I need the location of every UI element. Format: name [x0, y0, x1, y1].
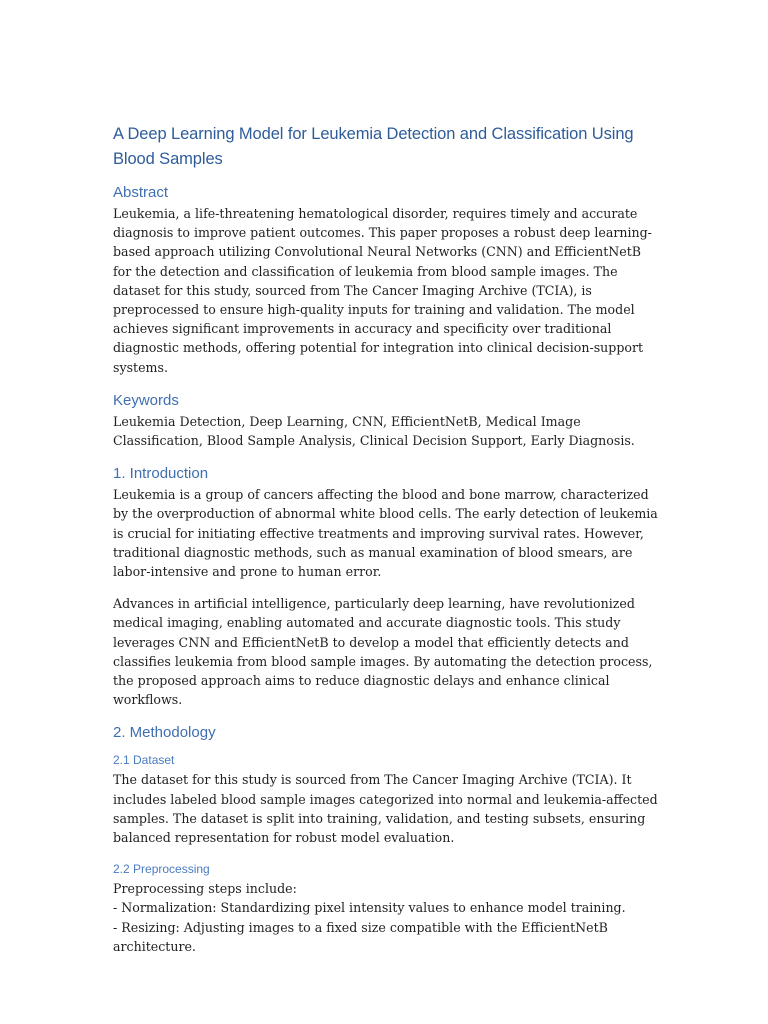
introduction-section — [113, 464, 658, 709]
keywords-heading: Keywords — [113, 391, 179, 409]
preprocessing-intro: Preprocessing steps include: — [113, 881, 297, 897]
dataset-subsection — [113, 752, 658, 847]
dataset-text: The dataset for this study is sourced from The Cancer Imaging Archive (TCIA). It includes labeled blood sample images categorized into normal and leukemia-affected samples. The dataset is split into training, validation, and testing subsets, ensuring balanced representation for robust model evaluation. — [113, 772, 658, 846]
dataset-heading: 2.1 Dataset — [113, 753, 175, 768]
preprocessing-heading: 2.2 Preprocessing — [113, 862, 210, 877]
introduction-paragraph: Advances in artificial intelligence, particularly deep learning, have revolutionized medical imaging, enabling automated and accurate diagnostic tools. This study leverages CNN and EfficientNetB to develop a model that efficiently detects and classifies leukemia from blood sample images. By automating the detection process, the proposed approach aims to reduce diagnostic delays and enhance clinical workflows. — [113, 596, 653, 708]
preprocessing-item: - Normalization: Standardizing pixel intensity values to enhance model training. — [113, 900, 626, 916]
abstract-heading: Abstract — [113, 184, 169, 201]
keywords-text: Leukemia Detection, Deep Learning, CNN, EfficientNetB, Medical Image Classification, Blood Sample Analysis, Clinical Decision Support, Early Diagnosis. — [113, 413, 635, 449]
preprocessing-subsection — [113, 861, 658, 956]
document-page — [113, 122, 658, 956]
introduction-heading: 1. Introduction — [113, 465, 209, 483]
methodology-heading: 2. Methodology — [113, 724, 216, 742]
keywords-section — [113, 391, 658, 450]
paper-title: A Deep Learning Model for Leukemia Detection and Classification Using Blood Samples — [113, 125, 634, 168]
preprocessing-item: - Resizing: Adjusting images to a fixed size compatible with the EfficientNetB architecture. — [113, 919, 608, 954]
abstract-section — [113, 183, 658, 377]
introduction-paragraph: Leukemia is a group of cancers affecting the blood and bone marrow, characterized by the overproduction of abnormal white blood cells. The early detection of leukemia is crucial for initiating effective treatments and improving survival rates. However, traditional diagnostic methods, such as manual examination of blood smears, are labor-intensive and prone to human error. — [113, 487, 658, 580]
methodology-section — [113, 723, 658, 956]
abstract-text: Leukemia, a life-threatening hematological disorder, requires timely and accurate diagnosis to improve patient outcomes. This paper proposes a robust deep learning-based approach utilizing Convolutional Neural Networks (CNN) and EfficientNetB for the detection and classification of leukemia from blood sample images. The dataset for this study, sourced from The Cancer Imaging Archive (TCIA), is preprocessed to ensure high-quality inputs for training and validation. The model achieves significant improvements in accuracy and specificity over traditional diagnostic methods, offering potential for integration into clinical decision-support systems. — [113, 206, 652, 375]
